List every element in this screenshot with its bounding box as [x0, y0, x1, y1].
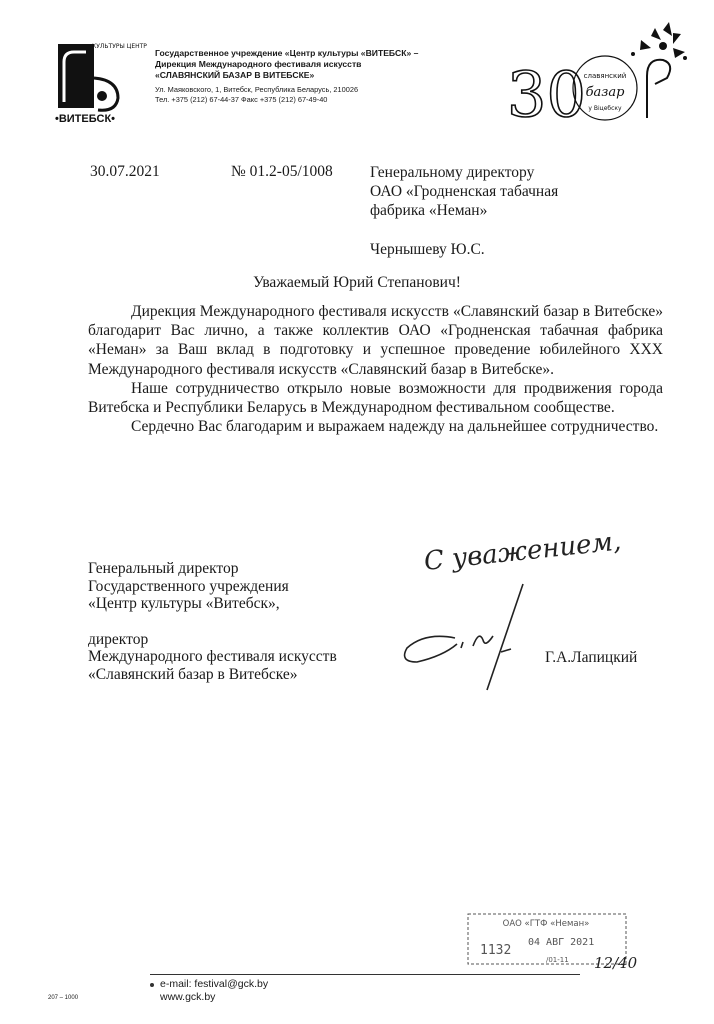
- signoff-title-line-2: Государственного учреждения: [88, 577, 289, 595]
- recipient-name: Чернышеву Ю.С.: [370, 241, 485, 258]
- signoff-title-line-6: «Славянский базар в Витебске»: [88, 665, 298, 683]
- registration-stamp: [466, 910, 638, 975]
- stamp-code: /01-11: [546, 956, 569, 964]
- paragraph-2: Наше сотрудничество открыло новые возможности для продвижения города Витебска и Республики Беларусь в Международном фестивальном сообществе.: [88, 379, 663, 417]
- handwritten-signature: [395, 526, 638, 690]
- org-name-line-3: «СЛАВЯНСКИЙ БАЗАР В ВИТЕБСКЕ»: [155, 70, 315, 80]
- signoff-title-line-4: директор: [88, 630, 149, 648]
- letter-body: [88, 302, 663, 436]
- recipient-line-2: ОАО «Гродненская табачная: [370, 183, 559, 200]
- recipient-line-3: фабрика «Неман»: [370, 202, 488, 219]
- org-phones: Тел. +375 (212) 67-44-37 Факс +375 (212) 67-49-40: [155, 95, 328, 104]
- emblem-top-text: славянский: [583, 72, 627, 80]
- contacts-block: [150, 978, 268, 1004]
- print-code: 207 – 1000: [48, 995, 79, 1001]
- signoff-block: [88, 560, 418, 683]
- emblem-bottom-text: у Віцебску: [588, 105, 622, 112]
- letterhead-text: [155, 48, 495, 105]
- signatory-name: Г.А.Лапицкий: [545, 649, 638, 666]
- letter-date: 30.07.2021: [90, 163, 160, 180]
- org-name-line-1: Государственное учреждение «Центр культуры «ВИТЕБСК» –: [155, 48, 419, 58]
- anniversary-number: 30: [507, 58, 586, 131]
- flower-ornament: [631, 22, 687, 60]
- greeting: Уважаемый Юрий Степанович!: [253, 274, 461, 291]
- paragraph-1: Дирекция Международного фестиваля искусств «Славянский базар в Витебске» благодарит Вас лично, а также коллектив ОАО «Гродненская табачная фабрика «Неман» за Ваш вклад в подготовку и успешное проведение юбилейного XXX Международного фестиваля искусств «Славянский базар в Витебске».: [88, 303, 663, 378]
- stamp-org: ОАО «ГТФ «Неман»: [502, 919, 590, 929]
- anniversary-emblem: [505, 18, 690, 130]
- recipient-block: [370, 163, 690, 259]
- signoff-title-line-3: «Центр культуры «Витебск»,: [88, 595, 280, 612]
- contact-website: www.gck.by: [160, 991, 216, 1003]
- logo-arc-text: КУЛЬТУРЫ ЦЕНТР: [92, 43, 147, 50]
- emblem-mid-text: базар: [585, 85, 625, 100]
- signoff-title-line-5: Международного фестиваля искусств: [88, 648, 337, 665]
- stamp-handwritten-number: 12/40: [594, 954, 638, 972]
- contact-email: e-mail: festival@gck.by: [160, 978, 269, 990]
- paragraph-3: Сердечно Вас благодарим и выражаем надежду на дальнейшее сотрудничество.: [131, 418, 659, 436]
- signoff-title-line-1: Генеральный директор: [88, 560, 239, 577]
- bullet-icon: [150, 983, 154, 987]
- letter-number: № 01.2-05/1008: [231, 163, 333, 180]
- org-address: Ул. Маяковского, 1, Витебск, Республика Беларусь, 210026: [155, 85, 359, 94]
- org-name-line-2: Дирекция Международного фестиваля искусств: [155, 59, 362, 69]
- recipient-line-1: Генеральному директору: [370, 164, 535, 181]
- center-logo: [40, 38, 147, 128]
- handwritten-regards: С уважением,: [422, 526, 623, 577]
- stamp-date: 04 АВГ 2021: [528, 937, 595, 948]
- logo-city: •ВИТЕБСК•: [54, 113, 116, 125]
- stamp-reg-number: 1132: [480, 943, 512, 958]
